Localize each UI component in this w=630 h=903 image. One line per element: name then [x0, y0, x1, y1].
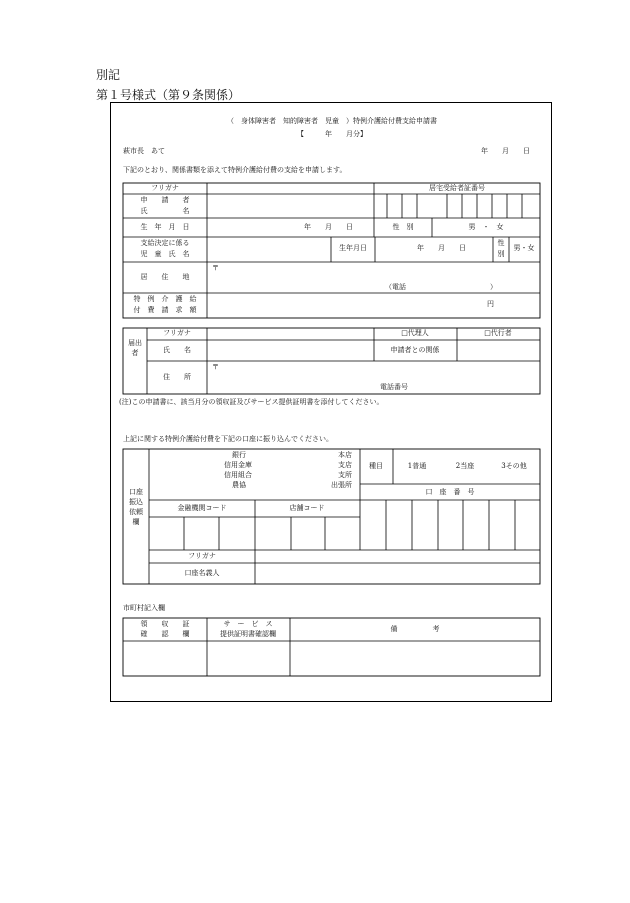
child-name-input[interactable] [208, 238, 330, 261]
billing-period: 【 年 月分】 [297, 130, 367, 138]
holder-furigana-input[interactable] [256, 551, 539, 562]
child-birth-field[interactable]: 年 月 日 [417, 244, 466, 252]
institution-code-label: 金融機関コード [177, 504, 227, 512]
birth-date-label: 生 年 月 日 [140, 223, 190, 231]
child-label: 支給決定に係る [140, 239, 190, 247]
phone-field[interactable]: （電話 ） [385, 283, 497, 291]
submitter-furigana-label: フリガナ [163, 329, 191, 337]
birth-date-field[interactable]: 年 月 日 [304, 223, 353, 231]
yen-unit: 円 [487, 300, 494, 308]
account-type-current[interactable]: 2当座 [455, 462, 475, 470]
attachment-note: (注)この申請書に、該当月分の領収証及びサービス提供証明書を添付してください。 [119, 398, 384, 406]
submitter-name-label: 氏 名 [163, 346, 191, 354]
relation-input[interactable] [458, 341, 539, 360]
submitter-postal-mark: 〒 [212, 363, 219, 371]
child-name-label: 児 童 氏 名 [140, 250, 190, 258]
applicant-name-input[interactable] [208, 195, 373, 217]
receipt-check-label-1: 領 収 証 [140, 620, 190, 628]
account-type-ordinary[interactable]: 1普通 [407, 462, 427, 470]
account-number-label: 口 座 番 号 [425, 488, 475, 496]
institution-type-shinkumi: 信用組合 [224, 471, 252, 479]
agent-checkbox[interactable]: □代行者 [484, 329, 512, 337]
sex-options[interactable]: 男 ・ 女 [468, 223, 504, 231]
account-number-input[interactable] [361, 501, 539, 549]
claim-amount-label-2: 付 費 請 求 額 [133, 306, 197, 314]
attachment-label: 別記 [96, 68, 121, 82]
account-type-label: 種目 [369, 462, 383, 470]
certificate-number-input[interactable] [375, 195, 539, 217]
holder-furigana-label: フリガナ [188, 552, 216, 560]
intro-text: 下記のとおり、関係書類を添えて特例介護給付費の支給を申請します。 [123, 166, 347, 174]
branch-type-sub: 支所 [338, 471, 352, 479]
certificate-number-label: 居宅受給者証番号 [429, 184, 485, 192]
applicant-name-label: 氏 名 [140, 207, 190, 215]
account-type-other[interactable]: 3その他 [501, 462, 527, 470]
claim-amount-label-1: 特 例 介 護 給 [133, 295, 197, 303]
postal-mark: 〒 [212, 264, 219, 272]
applicant-furigana-input[interactable] [208, 184, 373, 193]
application-form-frame [110, 102, 552, 702]
service-check-label-1: サ ー ビ ス [223, 620, 273, 628]
institution-type-bank: 銀行 [232, 451, 246, 459]
child-sex-label-2: 別 [497, 250, 505, 258]
branch-code-label: 店舗コード [289, 504, 325, 512]
branch-type-office: 出張所 [331, 481, 352, 489]
branch-type-branch: 支店 [338, 461, 352, 469]
child-sex-label-1: 性 [497, 239, 505, 247]
proxy-checkbox[interactable]: □代理人 [401, 329, 429, 337]
submitter-side-label: 届出者 [128, 339, 142, 358]
institution-type-shinkin: 信用金庫 [224, 461, 252, 469]
address-input[interactable] [221, 263, 539, 281]
form-title: （ 身体障害者 知的障害者 児童 ）特例介護給付費支給申請書 [227, 117, 437, 125]
receipt-check-label-2: 確 認 欄 [140, 630, 190, 638]
transfer-request-text: 上記に関する特例介護給付費を下記の口座に振り込んでください。 [123, 435, 333, 443]
address-label: 居 住 地 [140, 273, 190, 281]
child-sex-options[interactable]: 男・女 [513, 244, 535, 252]
branch-type-head: 本店 [338, 451, 352, 459]
submitter-address-label: 住 所 [163, 373, 191, 381]
application-date-field[interactable]: 年 月 日 [481, 147, 530, 155]
municipal-section-label: 市町村記入欄 [123, 604, 165, 612]
applicant-label: 申 請 者 [140, 196, 190, 204]
relation-label: 申請者との関係 [390, 346, 440, 354]
service-check-label-2: 提供証明書確認欄 [220, 630, 276, 638]
submitter-address-input[interactable] [221, 362, 539, 382]
sex-label: 性 別 [392, 223, 414, 231]
submitter-phone-label: 電話番号 [380, 383, 408, 391]
addressee: 萩市長 あて [123, 147, 165, 155]
applicant-furigana-label: フリガナ [151, 184, 179, 192]
bank-code-input[interactable] [150, 518, 359, 549]
child-birth-label: 生年月日 [339, 244, 367, 252]
bank-side-label: 口座振込依頼欄 [129, 488, 143, 527]
remarks-label: 備 考 [390, 625, 440, 633]
submitter-name-input[interactable] [208, 341, 373, 360]
institution-type-nokyo: 農協 [232, 481, 246, 489]
account-holder-input[interactable] [256, 564, 539, 583]
form-number: 第１号様式（第９条関係） [96, 88, 241, 102]
account-holder-label: 口座名義人 [184, 569, 220, 577]
claim-amount-input[interactable] [208, 294, 478, 317]
